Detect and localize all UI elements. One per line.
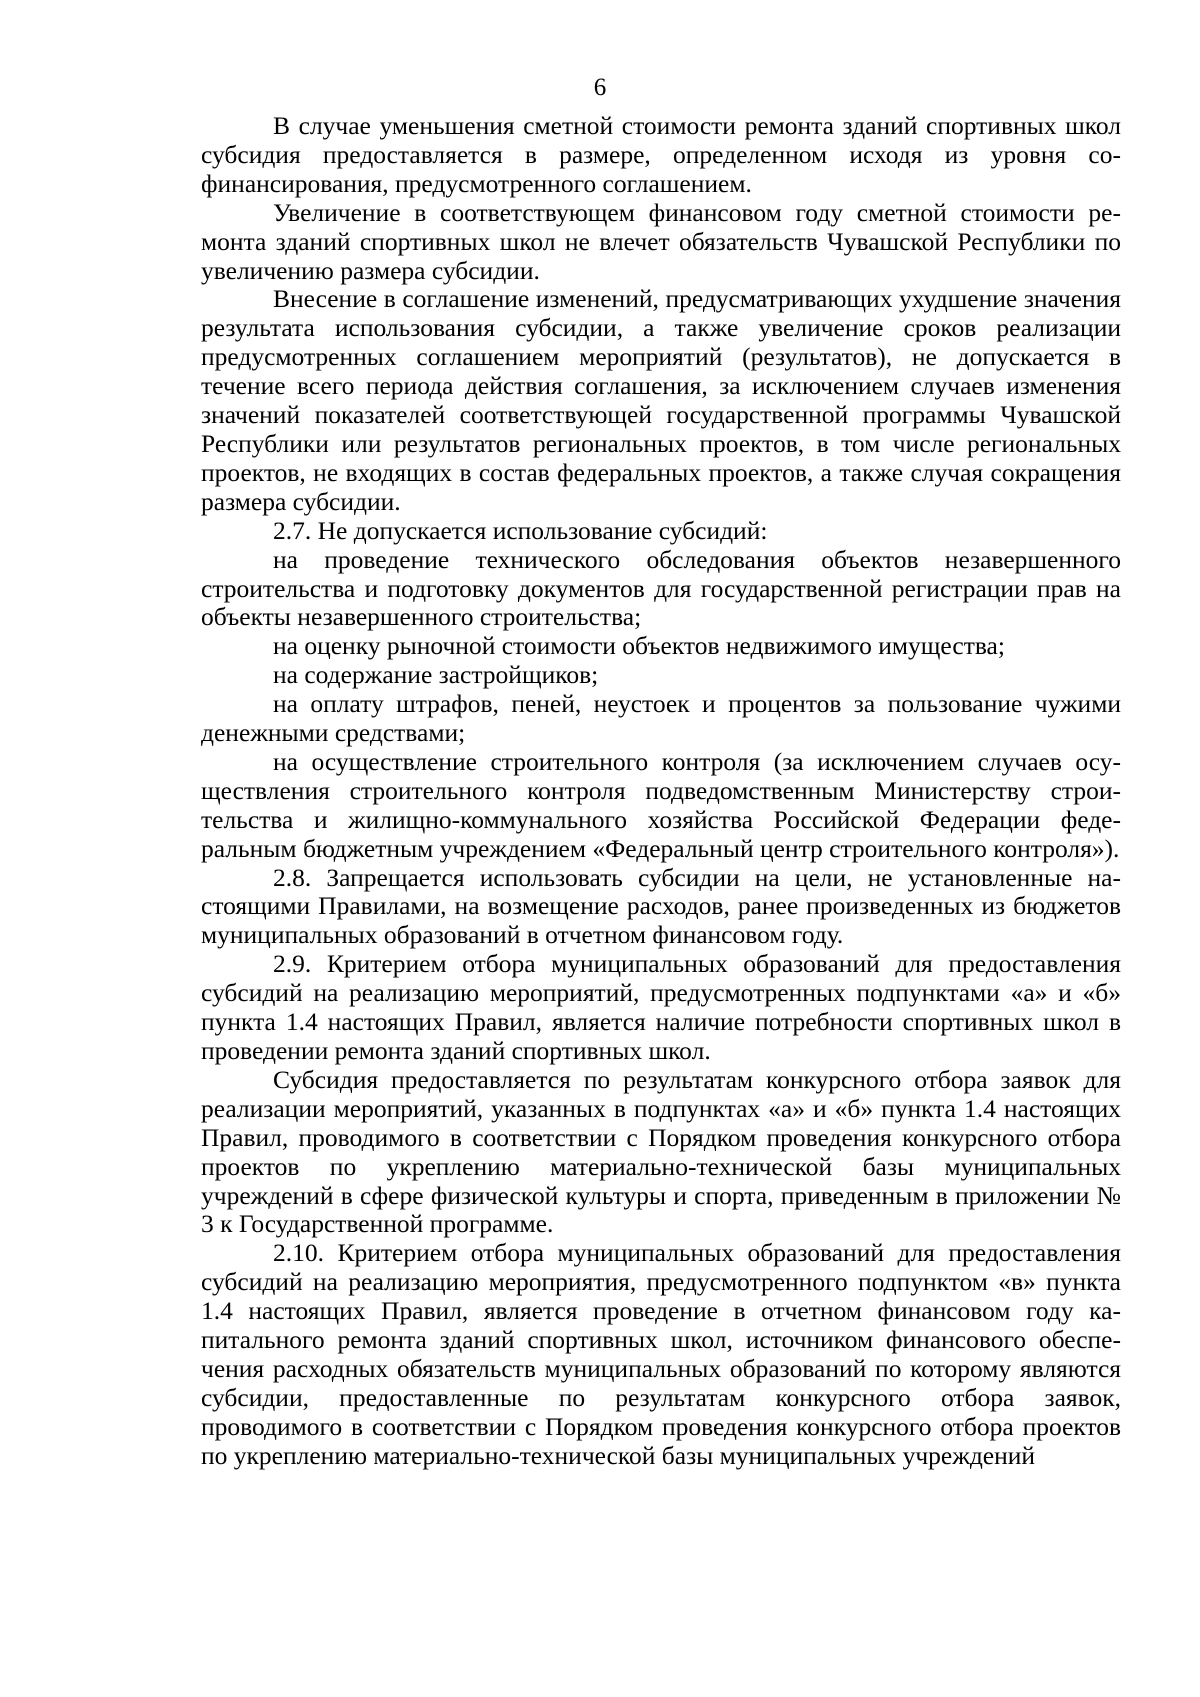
paragraph: на содержание застройщиков; [273, 660, 599, 690]
paragraph: 2.7. Не допускается использование субсидий: [273, 515, 768, 545]
page-number: 6 [593, 74, 607, 101]
paragraph: В случае уменьшения сметной стоимости ремонта зданий спортивных школ субсидия предоставляется в размере, определенном исходя из уровня софинансирования, предусмотренного соглашением. [201, 111, 1121, 198]
paragraph: Субсидия предоставляется по результатам конкурсного отбора заявок для реализации мероприятий, указанных в подпунктах «а» и «б» пункта 1.4 настоящих Правил, проводимого в соответствии с Порядком проведения конкурсного отбора проектов по укреплению материально-технической базы муниципальных учреждений в сфере физической культуры и спорта, приведенным в приложении № 3 к Государственной программе. [201, 1064, 1121, 1239]
paragraph: на проведение технического обследования объектов незавершенного строительства и подготовку документов для государственной регистрации прав на объекты незавершенного строительства; [201, 544, 1121, 632]
paragraph: 2.10. Критерием отбора муниципальных образований для предоставления субсидий на реализацию мероприятия, предусмотренного подпунктом «в» пункта 1.4 настоящих Правил, является проведение в отчетном финансовом году капитального ремонта зданий спортивных школ, источником финансового обеспечения расходных обязательств муниципальных образований по которому являются субсидии, предоставленные по результатам конкурсного отбора заявок, проводимого в соответствии с Порядком проведения конкурсного отбора проектов по укреплению материально-технической базы муниципальных учреждений [201, 1238, 1121, 1470]
paragraph: Увеличение в соответствующем финансовом году сметной стоимости ремонта зданий спортивных школ не влечет обязательств Чувашской Республики по увеличению размера субсидии. [201, 197, 1121, 285]
paragraph: Внесение в соглашение изменений, предусматривающих ухудшение значения результата использования субсидии, а также увеличение сроков реализации предусмотренных соглашением мероприятий (результатов), не допускается в течение всего периода действия соглашения, за исключением случаев изменения значений показателей соответствующей государственной программы Чувашской Республики или результатов региональных проектов, в том числе региональных проектов, не входящих в состав федеральных проектов, а также случая сокращения размера субсидии. [201, 284, 1121, 516]
paragraph: на осуществление строительного контроля (за исключением случаев осуществления строительного контроля подведомственным Министерству строительства и жилищно-коммунального хозяйства Российской Федерации федеральным бюджетным учреждением «Федеральный центр строительного контроля»). [201, 746, 1121, 863]
document-body [201, 112, 1121, 1471]
paragraph: на оплату штрафов, пеней, неустоек и процентов за пользование чужими денежными средствами; [201, 689, 1121, 748]
paragraph: 2.8. Запрещается использовать субсидии на цели, не установленные настоящими Правилами, на возмещение расходов, ранее произведенных из бюджетов муниципальных образований в отчетном финансовом году. [201, 862, 1121, 950]
paragraph: 2.9. Критерием отбора муниципальных образований для предоставления субсидий на реализацию мероприятий, предусмотренных подпунктами «а» и «б» пункта 1.4 настоящих Правил, является наличие потребности спортивных школ в проведении ремонта зданий спортивных школ. [201, 949, 1121, 1065]
paragraph: на оценку рыночной стоимости объектов недвижимого имущества; [273, 631, 1005, 661]
